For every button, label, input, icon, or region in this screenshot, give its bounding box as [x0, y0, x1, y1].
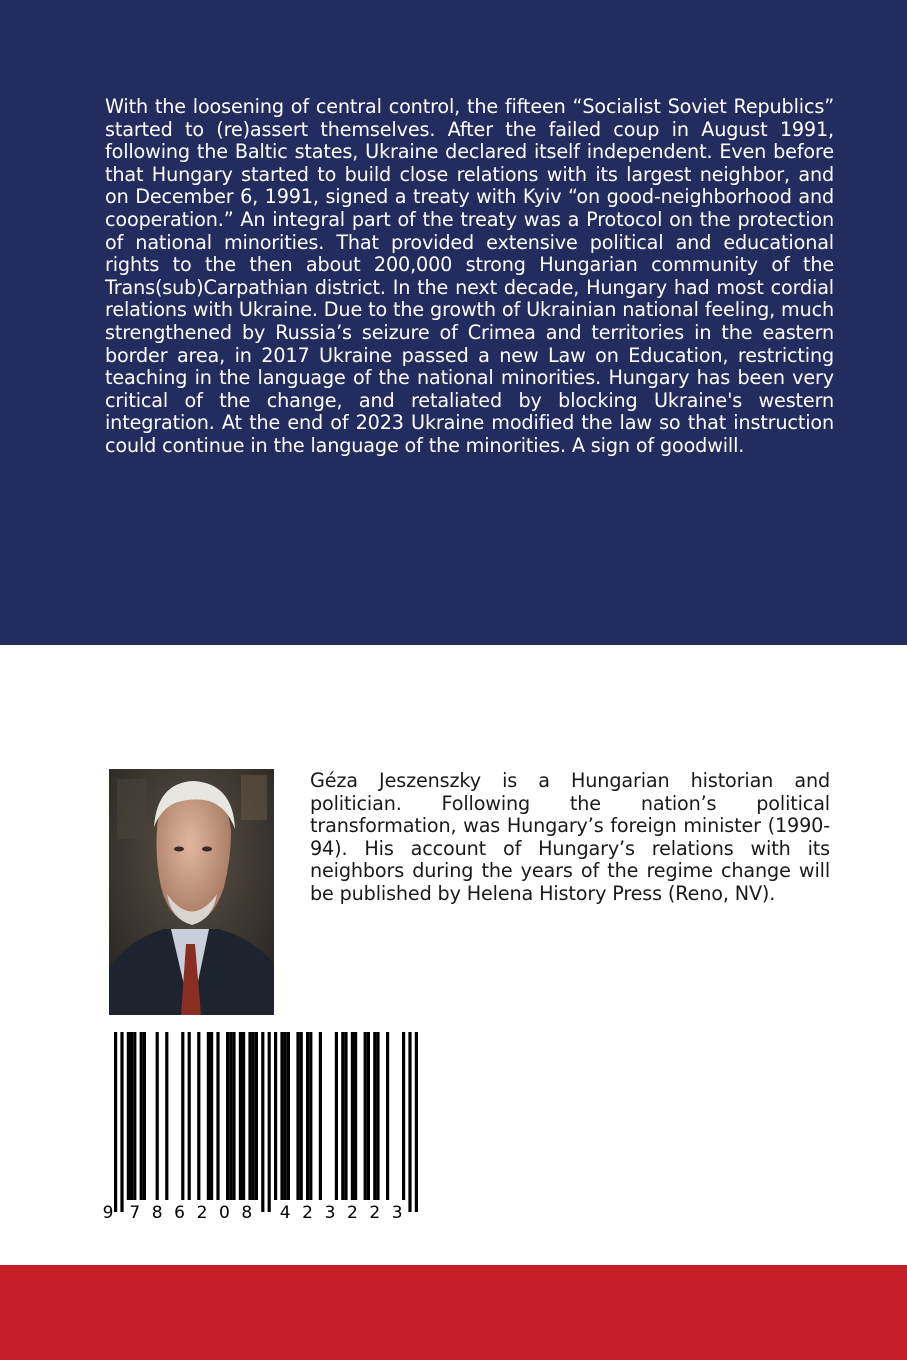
barcode-bar	[284, 1032, 287, 1200]
barcode-digit: 9	[102, 1203, 114, 1223]
barcode-bar	[127, 1032, 130, 1200]
barcode-bar	[261, 1032, 264, 1212]
barcode-digit: 7	[129, 1203, 141, 1223]
barcode-digit: 2	[369, 1203, 381, 1223]
barcode-digit: 3	[391, 1203, 403, 1223]
barcode-bar	[242, 1032, 245, 1200]
barcode-bar	[226, 1032, 229, 1200]
author-portrait	[109, 769, 274, 1015]
barcode-bar	[364, 1032, 367, 1200]
barcode-bar	[248, 1032, 251, 1200]
barcode-digit: 8	[151, 1203, 163, 1223]
barcode-bar	[386, 1032, 389, 1200]
barcode-bar	[216, 1032, 219, 1200]
barcode-bars	[114, 1032, 418, 1212]
barcode-bar	[197, 1032, 200, 1200]
barcode-bar	[130, 1032, 133, 1200]
barcode-bar	[367, 1032, 370, 1200]
barcode-bar	[252, 1032, 255, 1200]
barcode-bar	[268, 1032, 271, 1212]
barcode-bar	[319, 1032, 322, 1200]
barcode-bar	[402, 1032, 405, 1200]
barcode-bar	[309, 1032, 312, 1200]
barcode-digit: 8	[241, 1203, 253, 1223]
barcode-digit: 2	[302, 1203, 314, 1223]
barcode-bar	[114, 1032, 117, 1212]
barcode-bar	[344, 1032, 347, 1200]
barcode-bar	[232, 1032, 235, 1200]
barcode-digit: 2	[196, 1203, 208, 1223]
back-cover-blurb: With the loosening of central control, the fifteen “Socialist Soviet Republics” started to (re)assert themselves. After the failed coup in August 1991, following the Baltic states, Ukraine declared itself independent. Even before that Hungary started to build close relations with its largest neighbor, and on December 6, 1991, signed a treaty with Kyiv “on good-neighborhood and cooperation.” An integral part of the treaty was a Protocol on the protection of national minorities. That provided extensive political and educational rights to the then about 200,000 strong Hungarian community of the Trans(sub)Carpathian district. In the next decade, Hungary had most cordial relations with Ukraine. Due to the growth of Ukrainian national feeling, much strengthened by Russia’s seizure of Crimea and territories in the eastern border area, in 2017 Ukraine passed a new Law on Education, restricting teaching in the language of the national minorities. Hungary has been very critical of the change, and retaliated by blocking Ukraine's western integration. At the end of 2023 Ukraine modified the law so that instruction could continue in the language of the minorities. A sign of goodwill.	[105, 95, 834, 457]
barcode-bar	[181, 1032, 184, 1200]
barcode-bar	[140, 1032, 143, 1200]
barcode-digit: 4	[279, 1203, 291, 1223]
barcode-bar	[287, 1032, 290, 1200]
barcode-bar	[156, 1032, 159, 1200]
isbn-barcode	[100, 1028, 420, 1223]
barcode-bar	[373, 1032, 376, 1200]
barcode-bar	[255, 1032, 258, 1200]
barcode-bar	[210, 1032, 213, 1200]
barcode-bar	[239, 1032, 242, 1200]
barcode-digit: 2	[346, 1203, 358, 1223]
barcode-bar	[306, 1032, 309, 1200]
barcode-bar	[188, 1032, 191, 1200]
barcode-bar	[415, 1032, 418, 1212]
barcode-bar	[354, 1032, 357, 1200]
barcode-bar	[133, 1032, 136, 1200]
barcode-digits	[103, 1203, 403, 1223]
author-bio: Géza Jeszenszky is a Hungarian historian and politician. Following the nation’s political transformation, was Hungary’s foreign minister (1990-94). His account of Hungary’s relations with its neighbors during the years of the regime change will be published by Helena History Press (Reno, NV).	[310, 769, 830, 905]
barcode-bar	[300, 1032, 303, 1200]
barcode-bar	[165, 1032, 168, 1200]
barcode-digit: 0	[218, 1203, 230, 1223]
barcode-bar	[207, 1032, 210, 1200]
barcode-bar	[274, 1032, 277, 1200]
barcode-bar	[351, 1032, 354, 1200]
barcode-digit: 3	[324, 1203, 336, 1223]
barcode-bar	[341, 1032, 344, 1200]
barcode-bar	[120, 1032, 123, 1212]
bottom-color-band	[0, 1265, 907, 1360]
barcode-bar	[335, 1032, 338, 1200]
barcode-digit: 6	[174, 1203, 186, 1223]
barcode-bar	[408, 1032, 411, 1212]
barcode-bar	[229, 1032, 232, 1200]
barcode-bar	[296, 1032, 299, 1200]
top-color-band	[0, 0, 907, 645]
barcode-bar	[376, 1032, 379, 1200]
barcode-bar	[143, 1032, 146, 1200]
barcode-bar	[280, 1032, 283, 1200]
